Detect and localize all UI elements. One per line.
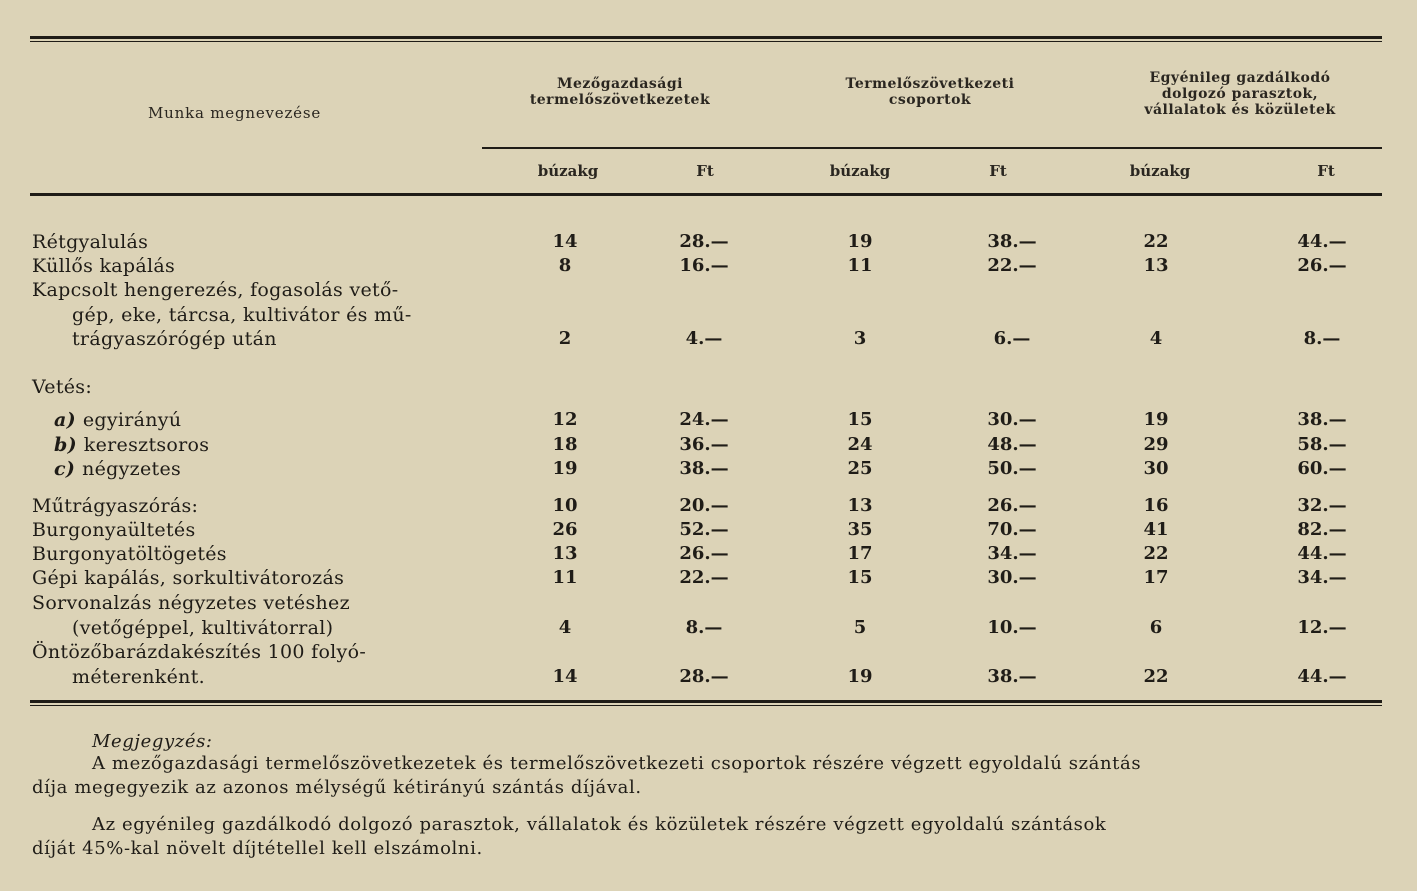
table-cell: 82.— bbox=[1297, 519, 1347, 540]
header-group-3-line2: dolgozó parasztok, bbox=[1161, 86, 1319, 102]
table-cell: 44.— bbox=[1297, 665, 1347, 687]
header-group-2 bbox=[790, 76, 1070, 108]
table-cell: 13 bbox=[847, 495, 873, 516]
table-cell: 22 bbox=[1143, 543, 1169, 564]
table-cell: 22.— bbox=[987, 255, 1037, 276]
header-group-2-line1: Termelőszövetkezeti bbox=[845, 76, 1015, 92]
table-cell: 38.— bbox=[987, 231, 1037, 252]
header-group-2-line2: csoportok bbox=[888, 92, 972, 108]
table-cell: 26 bbox=[552, 519, 578, 540]
note-title: Megjegyzés: bbox=[92, 731, 213, 752]
table-cell: 28.— bbox=[679, 665, 729, 687]
table-cell: 8.— bbox=[685, 616, 723, 638]
table-cell: 30.— bbox=[987, 567, 1037, 588]
table-cell: 52.— bbox=[679, 519, 729, 540]
table-cell: 30 bbox=[1143, 458, 1169, 479]
unit-wheat-2: búzakg bbox=[829, 162, 891, 180]
table-cell: 32.— bbox=[1297, 495, 1347, 516]
row-label bbox=[32, 640, 366, 664]
table-cell: 24.— bbox=[679, 409, 729, 430]
note-p2-line2: díját 45%-kal növelt díjtétellel kell elszámolni. bbox=[32, 838, 483, 859]
table-cell: 44.— bbox=[1297, 543, 1347, 564]
unit-ft-2: Ft bbox=[989, 162, 1007, 180]
table-cell: 8 bbox=[558, 255, 572, 276]
row-label bbox=[32, 566, 344, 590]
table-cell: 38.— bbox=[987, 665, 1037, 687]
row-label bbox=[54, 457, 181, 481]
header-group-1-line2: termelőszövetkezetek bbox=[529, 92, 711, 108]
table-cell: 24 bbox=[847, 434, 873, 455]
table-cell: 14 bbox=[552, 665, 578, 687]
table-cell: 4 bbox=[558, 616, 572, 638]
table-bottom-rule bbox=[30, 700, 1382, 703]
table-cell: 12.— bbox=[1297, 616, 1347, 638]
table-cell: 15 bbox=[847, 409, 873, 430]
row-label-text: egyirányú bbox=[82, 409, 182, 431]
table-cell: 6.— bbox=[993, 328, 1031, 349]
table-cell: 38.— bbox=[679, 458, 729, 479]
row-label-text: Rétgyalulás bbox=[32, 231, 149, 253]
table-cell: 26.— bbox=[1297, 255, 1347, 276]
table-cell: 4 bbox=[1149, 328, 1163, 349]
table-cell: 13 bbox=[552, 543, 578, 564]
table-cell: 3 bbox=[853, 328, 867, 349]
table-cell: 19 bbox=[847, 665, 873, 687]
top-rule bbox=[30, 36, 1382, 39]
row-label bbox=[72, 303, 412, 327]
table-cell: 22 bbox=[1143, 665, 1169, 687]
table-cell: 16 bbox=[1143, 495, 1169, 516]
table-cell: 20.— bbox=[679, 495, 729, 516]
unit-ft-1: Ft bbox=[696, 162, 714, 180]
header-group-3 bbox=[1100, 70, 1380, 118]
row-label bbox=[54, 433, 209, 457]
table-cell: 19 bbox=[1143, 409, 1169, 430]
row-label bbox=[72, 665, 205, 689]
row-label-text: Burgonyatöltögetés bbox=[32, 543, 227, 565]
table-cell: 38.— bbox=[1297, 409, 1347, 430]
note-p2-line1: Az egyénileg gazdálkodó dolgozó parasztok, vállalatok és közületek részére végzett egyoldalú szántások bbox=[92, 814, 1107, 835]
table-cell: 25 bbox=[847, 458, 873, 479]
header-group-3-line1: Egyénileg gazdálkodó bbox=[1149, 70, 1331, 86]
table-cell: 5 bbox=[853, 616, 867, 638]
row-label bbox=[32, 591, 350, 615]
header-bottom-rule bbox=[30, 193, 1382, 196]
row-label bbox=[32, 494, 198, 518]
unit-wheat-3: búzakg bbox=[1129, 162, 1191, 180]
table-cell: 26.— bbox=[987, 495, 1037, 516]
table-cell: 36.— bbox=[679, 434, 729, 455]
table-cell: 41 bbox=[1143, 519, 1169, 540]
table-cell: 22 bbox=[1143, 231, 1169, 252]
table-cell: 19 bbox=[552, 458, 578, 479]
table-cell: 58.— bbox=[1297, 434, 1347, 455]
table-cell: 17 bbox=[1143, 567, 1169, 588]
table-cell: 6 bbox=[1149, 616, 1163, 638]
header-group-3-line3: vállalatok és közületek bbox=[1144, 102, 1336, 118]
table-cell: 18 bbox=[552, 434, 578, 455]
table-cell: 19 bbox=[847, 231, 873, 252]
header-group-1 bbox=[480, 76, 760, 108]
table-cell: 26.— bbox=[679, 543, 729, 564]
row-label bbox=[32, 254, 175, 278]
row-label-text: Öntözőbarázdakészítés 100 folyó- bbox=[32, 641, 367, 663]
table-cell: 44.— bbox=[1297, 231, 1347, 252]
row-label-text: (vetőgéppel, kultivátorral) bbox=[72, 616, 334, 639]
row-label bbox=[72, 616, 333, 640]
table-cell: 11 bbox=[552, 567, 578, 588]
row-label-text: Küllős kapálás bbox=[32, 255, 176, 277]
note-p1-line1: A mezőgazdasági termelőszövetkezetek és termelőszövetkezeti csoportok részére végzett egyoldalú szántás bbox=[92, 753, 1142, 774]
table-cell: 13 bbox=[1143, 255, 1169, 276]
table-cell: 14 bbox=[552, 231, 578, 252]
table-cell: 30.— bbox=[987, 409, 1037, 430]
table-cell: 15 bbox=[847, 567, 873, 588]
row-label bbox=[32, 518, 196, 542]
row-label-text: Vetés: bbox=[32, 376, 93, 398]
table-cell: 48.— bbox=[987, 434, 1037, 455]
table-cell: 10.— bbox=[987, 616, 1037, 638]
row-label-text: trágyaszórógép után bbox=[72, 328, 277, 350]
row-label bbox=[72, 327, 277, 351]
table-cell: 29 bbox=[1143, 434, 1169, 455]
table-cell: 70.— bbox=[987, 519, 1037, 540]
row-prefix: c) bbox=[54, 458, 83, 480]
note-p1-line2: díja megegyezik az azonos mélységű kétirányú szántás díjával. bbox=[32, 777, 642, 798]
row-label-text: keresztsoros bbox=[83, 434, 210, 456]
table-cell: 34.— bbox=[1297, 567, 1347, 588]
row-label-text: Gépi kapálás, sorkultivátorozás bbox=[32, 567, 345, 589]
table-cell: 22.— bbox=[679, 567, 729, 588]
row-prefix: b) bbox=[54, 434, 84, 456]
table-cell: 16.— bbox=[679, 255, 729, 276]
table-cell: 8.— bbox=[1303, 328, 1341, 349]
row-label-text: gép, eke, tárcsa, kultivátor és mű- bbox=[72, 303, 412, 326]
table-cell: 2 bbox=[558, 328, 572, 349]
table-cell: 60.— bbox=[1297, 458, 1347, 479]
table-bottom-rule-thin bbox=[30, 705, 1382, 706]
table-cell: 11 bbox=[847, 255, 873, 276]
row-label-text: négyzetes bbox=[82, 458, 182, 480]
header-group-1-line1: Mezőgazdasági bbox=[557, 76, 683, 92]
row-label bbox=[54, 408, 181, 432]
table-cell: 17 bbox=[847, 543, 873, 564]
table-cell: 4.— bbox=[685, 328, 723, 349]
row-label-text: Sorvonalzás négyzetes vetéshez bbox=[32, 592, 350, 614]
table-cell: 50.— bbox=[987, 458, 1037, 479]
row-label bbox=[32, 278, 398, 302]
row-label bbox=[32, 230, 148, 254]
row-label bbox=[32, 542, 227, 566]
header-mid-rule bbox=[482, 147, 1382, 149]
table-cell: 34.— bbox=[987, 543, 1037, 564]
table-cell: 35 bbox=[847, 519, 873, 540]
row-label-text: méterenként. bbox=[72, 665, 205, 688]
unit-wheat-1: búzakg bbox=[537, 162, 599, 180]
row-label-text: Műtrágyaszórás: bbox=[32, 495, 199, 517]
top-rule-thin bbox=[30, 41, 1382, 42]
unit-ft-3: Ft bbox=[1317, 162, 1335, 180]
table-cell: 28.— bbox=[679, 231, 729, 252]
row-label bbox=[32, 375, 92, 399]
row-label-text: Kapcsolt hengerezés, fogasolás vető- bbox=[32, 279, 399, 301]
row-prefix: a) bbox=[54, 409, 83, 431]
row-label-text: Burgonyaültetés bbox=[32, 519, 196, 541]
table-cell: 12 bbox=[552, 409, 578, 430]
header-work-name: Munka megnevezése bbox=[148, 104, 322, 122]
table-cell: 10 bbox=[552, 495, 578, 516]
